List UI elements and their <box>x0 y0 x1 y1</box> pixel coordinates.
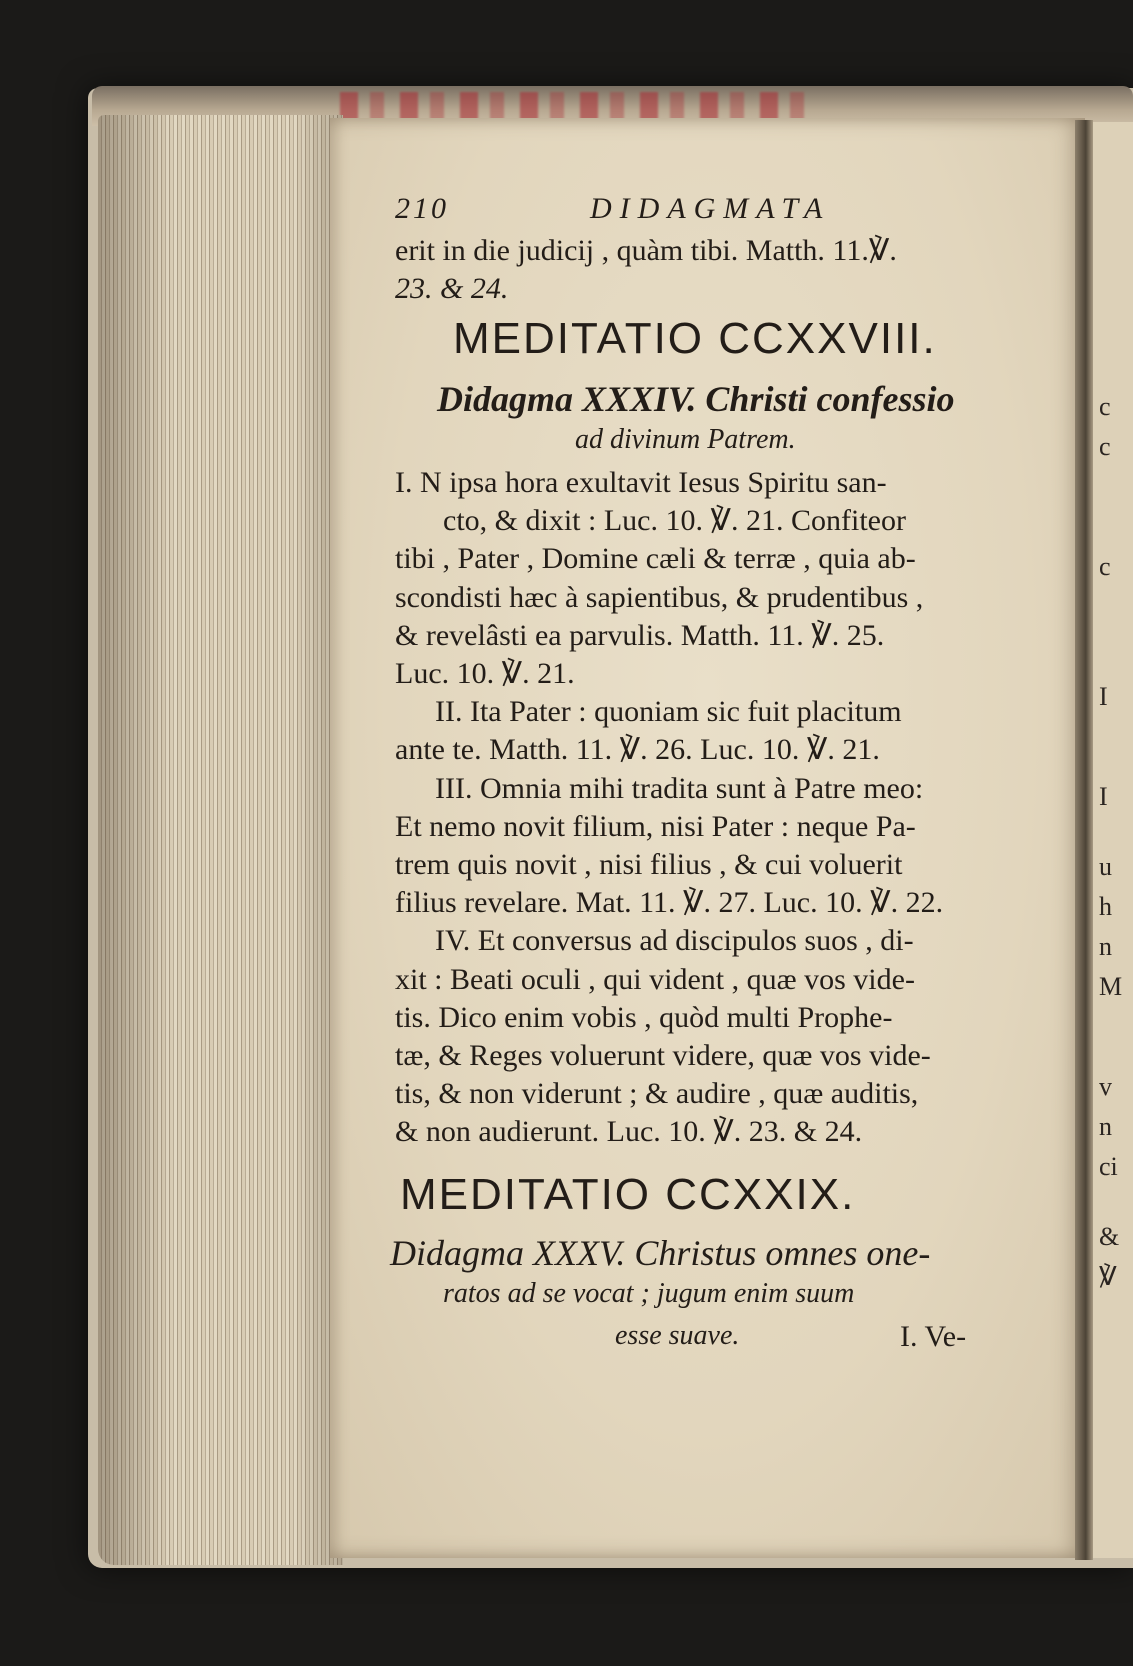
facing-page <box>1093 122 1133 1558</box>
paragraph-line: xit : Beati oculi , qui vident , quæ vos vide- <box>395 962 915 996</box>
facing-page-fragment: h <box>1099 892 1112 921</box>
paragraph-line: III. Omnia mihi tradita sunt à Patre meo: <box>435 771 924 805</box>
page-block-edge <box>98 115 343 1565</box>
paragraph-line: & non audierunt. Luc. 10. ℣. 23. & 24. <box>395 1115 863 1149</box>
paragraph-line: tis, & non viderunt ; & audire , quæ auditis, <box>395 1077 919 1111</box>
running-head: DIDAGMATA <box>590 192 831 225</box>
facing-page-fragment: I <box>1099 782 1108 811</box>
section-subtitle: ad divinum Patrem. <box>575 424 796 455</box>
paragraph-line: cto, & dixit : Luc. 10. ℣. 21. Confiteor <box>443 504 906 538</box>
paragraph-line: Luc. 10. ℣. 21. <box>395 657 575 690</box>
facing-page-fragment: ci <box>1099 1152 1118 1181</box>
paragraph-line: ante te. Matth. 11. ℣. 26. Luc. 10. ℣. 21. <box>395 733 880 767</box>
paragraph-line: tibi , Pater , Domine cæli & terræ , quia ab- <box>395 542 916 576</box>
facing-page-fragment: ℣ <box>1099 1262 1117 1291</box>
facing-page-fragment: n <box>1099 1112 1112 1141</box>
paragraph-line: trem quis novit , nisi filius , & cui voluerit <box>395 848 903 881</box>
paragraph-line: filius revelare. Mat. 11. ℣. 27. Luc. 10. ℣. 22. <box>395 886 944 920</box>
paragraph-line: Et nemo novit filium, nisi Pater : neque Pa- <box>395 809 916 843</box>
intro-line: erit in die judicij , quàm tibi. Matth. 11.℣. <box>395 234 897 267</box>
paragraph-line: tis. Dico enim vobis , quòd multi Prophe- <box>395 1000 893 1034</box>
page-number: 210 <box>395 192 449 225</box>
facing-page-fragment: c <box>1099 552 1111 581</box>
section-title: MEDITATIO CCXXIX. <box>400 1170 856 1219</box>
paragraph-line: IV. Et conversus ad discipulos suos , di- <box>435 924 914 958</box>
facing-page-fragment: n <box>1099 932 1112 961</box>
facing-page-fragment: M <box>1099 972 1123 1001</box>
facing-page-fragment: I <box>1099 682 1108 711</box>
section-subtitle: esse suave. <box>615 1320 740 1351</box>
facing-page-fragment: c <box>1099 432 1111 461</box>
facing-page-fragment: & <box>1099 1222 1120 1251</box>
catchword: I. Ve- <box>900 1320 967 1353</box>
paragraph-line: tæ, & Reges voluerunt videre, quæ vos vide- <box>395 1039 931 1072</box>
paragraph-line: II. Ita Pater : quoniam sic fuit placitum <box>435 695 902 729</box>
book-gutter <box>1075 120 1093 1560</box>
section-subtitle: ratos ad se vocat ; jugum enim suum <box>443 1278 855 1309</box>
section-title: MEDITATIO CCXXVIII. <box>453 314 937 363</box>
facing-page-fragment: c <box>1099 392 1111 421</box>
facing-page-fragment: v <box>1099 1072 1112 1101</box>
didagma-heading: Didagma XXXIV. Christi confessio <box>437 379 955 419</box>
didagma-heading: Didagma XXXV. Christus omnes one- <box>390 1233 931 1273</box>
paragraph-line: & revelâsti ea parvulis. Matth. 11. ℣. 25. <box>395 618 885 652</box>
facing-page-fragment: u <box>1099 852 1112 881</box>
paragraph-line: scondisti hæc à sapientibus, & prudentibus , <box>395 580 924 614</box>
paragraph-line: I. N ipsa hora exultavit Iesus Spiritu san- <box>395 466 887 499</box>
intro-line: 23. & 24. <box>395 272 509 305</box>
